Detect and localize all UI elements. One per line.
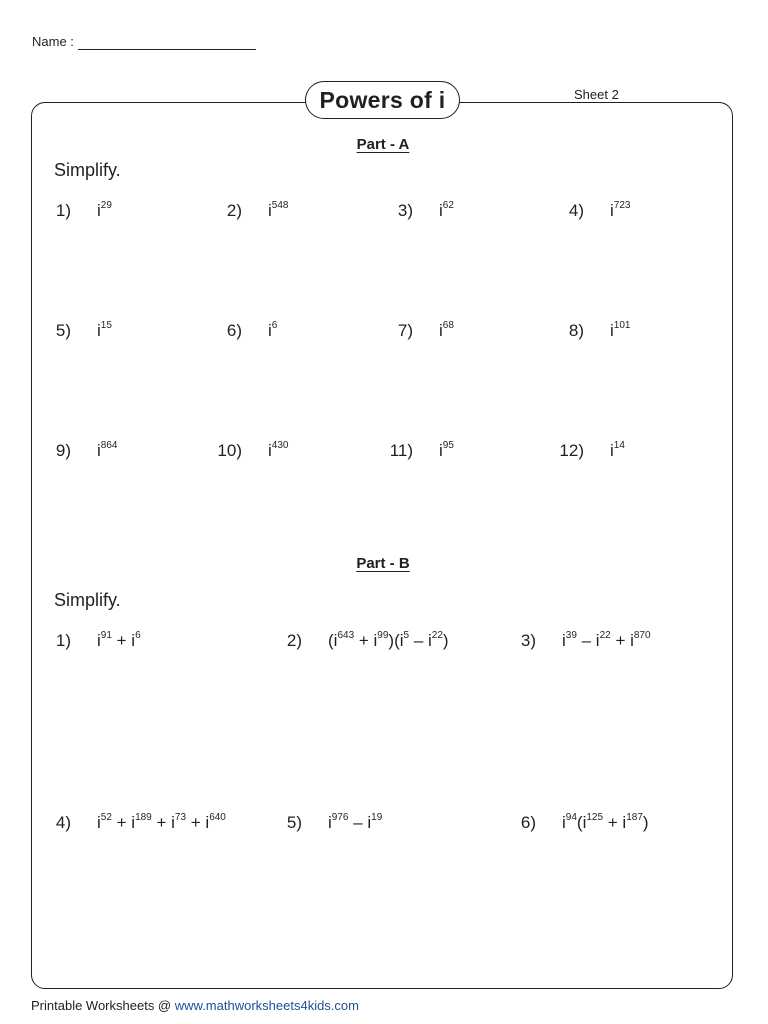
problem-number: 4): [55, 813, 71, 832]
part-a-problem: [543, 441, 625, 461]
problem-expression: $i^{95}$: [439, 440, 454, 460]
problem-expression: $i^{723}$: [610, 200, 631, 220]
problem-number: 1): [55, 631, 71, 650]
name-line: [78, 49, 256, 50]
problem-number: 6): [520, 813, 536, 832]
problem-number: 6): [226, 321, 242, 340]
name-label: Name :: [32, 34, 74, 49]
problem-expression: $i^{29}$: [97, 200, 112, 220]
part-b-problem: [30, 813, 226, 833]
problem-expression: $i^{101}$: [610, 320, 631, 340]
part-b-instruction: Simplify.: [54, 590, 121, 610]
part-b-problem: [495, 631, 651, 651]
part-a-problem: [201, 321, 277, 341]
worksheet-title: Powers of i: [305, 81, 460, 119]
problem-number: 2): [226, 201, 242, 220]
problem-expression: $i^{430}$: [268, 440, 289, 460]
part-a-problem: [201, 441, 288, 461]
part-a-problem: [372, 321, 454, 341]
worksheet-frame: [31, 102, 733, 989]
problem-number: 3): [520, 631, 536, 650]
part-b-problem: [495, 813, 649, 833]
problem-expression: $i^{39} - i^{22} + i^{870}$: [562, 630, 651, 650]
problem-expression: $i^{91} + i^6$: [97, 630, 141, 650]
problem-expression: $i^{62}$: [439, 200, 454, 220]
part-a-problem: [543, 321, 630, 341]
part-a-problem: [30, 201, 112, 221]
problem-number: 4): [568, 201, 584, 220]
problem-expression: $i^6$: [268, 320, 278, 340]
part-a-problem: [30, 441, 117, 461]
part-a-heading: Part - A: [356, 136, 410, 153]
problem-expression: $i^{976} - i^{19}$: [328, 812, 383, 832]
footer-site-link[interactable]: www.mathworksheets4kids.com: [174, 998, 359, 1013]
problem-number: 12): [559, 441, 584, 460]
problem-number: 5): [286, 813, 302, 832]
part-a-problem: [543, 201, 630, 221]
problem-expression: $i^{94}(i^{125} + i^{187})$: [562, 812, 649, 832]
problem-number: 10): [217, 441, 242, 460]
problem-expression: $i^{14}$: [610, 440, 625, 460]
problem-expression: $i^{548}$: [268, 200, 289, 220]
footer: [31, 998, 359, 1013]
problem-expression: $(i^{643} + i^{99})(i^5 - i^{22})$: [328, 630, 449, 650]
problem-number: 1): [55, 201, 71, 220]
part-a-instruction: Simplify.: [54, 160, 121, 180]
part-b-problem: [261, 631, 449, 651]
problem-expression: $i^{864}$: [97, 440, 118, 460]
problem-number: 5): [55, 321, 71, 340]
part-a-problem: [201, 201, 288, 221]
problem-number: 8): [568, 321, 584, 340]
problem-expression: $i^{68}$: [439, 320, 454, 340]
problem-number: 2): [286, 631, 302, 650]
problem-expression: $i^{15}$: [97, 320, 112, 340]
part-b-problem: [261, 813, 382, 833]
part-b-problem: [30, 631, 141, 651]
footer-label: Printable Worksheets @: [31, 998, 175, 1013]
problem-number: 3): [397, 201, 413, 220]
part-a-problem: [372, 201, 454, 221]
problem-expression: $i^{52} + i^{189} + i^{73} + i^{640}$: [97, 812, 226, 832]
part-a-problem: [30, 321, 112, 341]
problem-number: 9): [55, 441, 71, 460]
part-a-problem: [372, 441, 454, 461]
sheet-label: Sheet 2: [574, 87, 619, 102]
problem-number: 11): [389, 441, 413, 460]
part-b-heading: Part - B: [356, 555, 410, 572]
problem-number: 7): [397, 321, 413, 340]
